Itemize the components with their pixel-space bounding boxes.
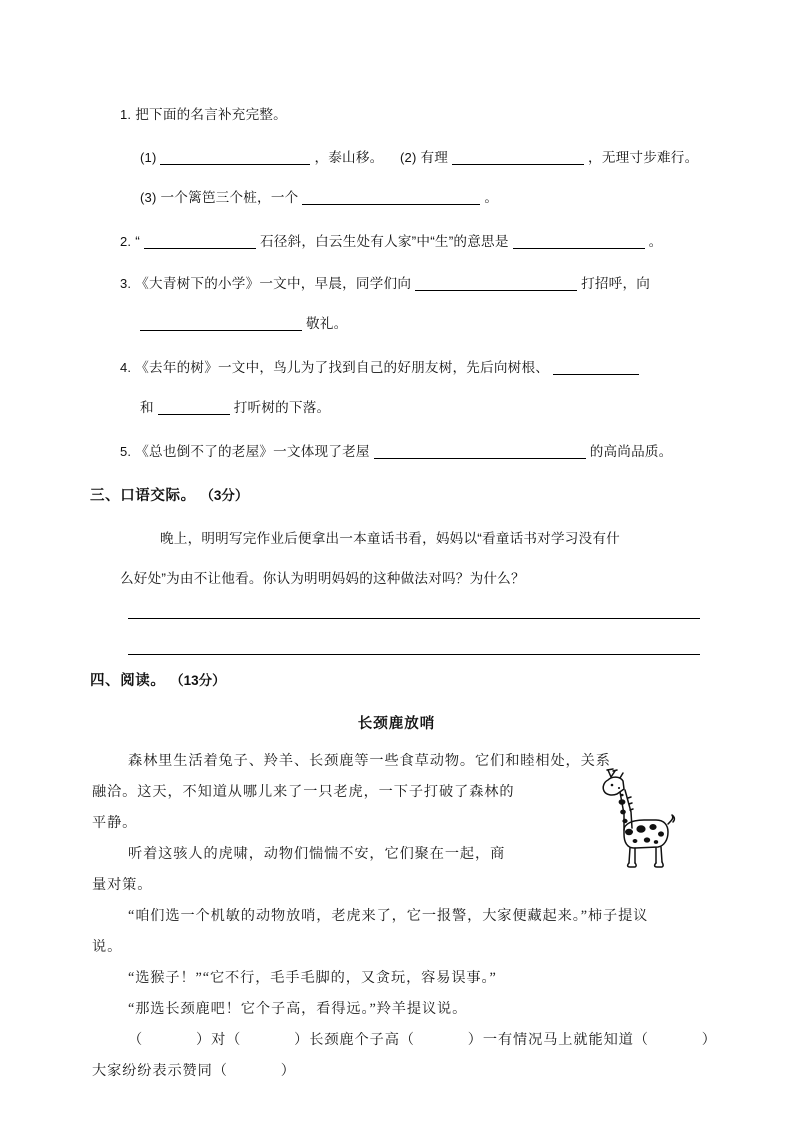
question-2-number: 2.: [120, 234, 132, 249]
question-5-number: 5.: [120, 444, 132, 459]
question-4-text-2: 和: [140, 400, 154, 415]
section-three-heading: [90, 484, 248, 505]
question-3-number: 3.: [120, 276, 132, 291]
ordering-paren-2[interactable]: ）对（: [196, 1032, 242, 1048]
question-5: [120, 440, 672, 460]
passage-line: 平静。: [92, 815, 138, 831]
question-3-text-2: 打招呼，向: [581, 276, 651, 291]
question-1-item-1: [140, 146, 383, 166]
question-4-number: 4.: [120, 360, 132, 375]
question-1-instruction-text: 把下面的名言补充完整。: [135, 107, 287, 122]
answer-blank-1-1[interactable]: [160, 151, 310, 165]
answer-blank-2-1[interactable]: [144, 235, 256, 249]
ordering-paren-5[interactable]: ）: [701, 1032, 717, 1048]
ordering-paren-1[interactable]: （: [128, 1032, 144, 1048]
answer-blank-4-1[interactable]: [553, 361, 639, 375]
item-3-label: (3): [140, 190, 157, 205]
passage-line: 说。: [92, 939, 123, 955]
section-four-title: 四、阅读。: [90, 673, 166, 689]
item-3-after: 。: [484, 190, 499, 205]
item-2-after: ，无理寸步难行。: [588, 150, 699, 165]
answer-blank-1-3[interactable]: [302, 191, 480, 205]
question-3-text-1: 《大青树下的小学》一文中，早晨，同学们向: [135, 276, 412, 291]
passage-ordering-row: [128, 1029, 717, 1049]
question-1-item-3: [140, 186, 498, 206]
section-three-prompt-line-2: [120, 567, 525, 587]
passage-title: 长颈鹿放哨: [357, 716, 436, 732]
answer-blank-4-2[interactable]: [158, 401, 230, 415]
passage-line: 听着这骇人的虎啸，动物们惴惴不安，它们聚在一起，商: [128, 846, 506, 862]
question-1-instruction: [120, 103, 287, 123]
item-2-label: (2): [400, 150, 417, 165]
answer-blank-3-2[interactable]: [140, 317, 302, 331]
answer-blank-2-2[interactable]: [513, 235, 645, 249]
passage-line: “选猴子！”“它不行，毛手毛脚的，又贪玩，容易误事。”: [128, 970, 497, 986]
question-2-open-quote: “: [135, 234, 140, 249]
passage-line: 森林里生活着兔子、羚羊、长颈鹿等一些食草动物。它们和睦相处，关系: [128, 753, 611, 769]
giraffe-icon: [598, 762, 678, 874]
item-2-before: 有理: [420, 150, 449, 165]
ordering-paren-3[interactable]: ）长颈鹿个子高（: [294, 1032, 415, 1048]
section-three-points: （3分）: [200, 488, 249, 503]
answer-blank-3-1[interactable]: [415, 277, 577, 291]
question-4-line-1: [120, 356, 639, 376]
section-three-prompt-line-1: [160, 527, 620, 547]
ordering-2-text: 大家纷纷表示赞同（: [92, 1063, 228, 1079]
question-2-period: 。: [648, 234, 663, 249]
question-2-text: 石径斜，白云生处有人家”中“生”的意思是: [259, 234, 509, 249]
section-three-title: 三、口语交际。: [90, 488, 196, 504]
question-1-item-2: [400, 146, 698, 166]
answer-rule-line-1[interactable]: [128, 618, 700, 619]
item-1-after: ，泰山移。: [314, 150, 384, 165]
question-4-line-2: [140, 396, 330, 416]
passage-ordering-row-2: [92, 1060, 296, 1080]
question-3-line-2: [140, 312, 347, 332]
passage-line: 量对策。: [92, 877, 153, 893]
question-2: [120, 230, 662, 250]
prompt-text-2: 么好处”为由不让他看。你认为明明妈妈的这种做法对吗？为什么？: [120, 571, 525, 586]
item-3-before: 一个篱笆三个桩，一个: [160, 190, 299, 205]
question-5-text-2: 的高尚品质。: [589, 444, 673, 459]
question-4-text-3: 打听树的下落。: [233, 400, 331, 415]
giraffe-spots: [618, 787, 664, 844]
passage-line: “那选长颈鹿吧！它个子高，看得远。”羚羊提议说。: [128, 1001, 468, 1017]
section-four-points: （13分）: [170, 673, 226, 688]
question-1-number: 1.: [120, 107, 132, 122]
ordering-2-paren[interactable]: ）: [280, 1063, 296, 1079]
answer-blank-1-2[interactable]: [452, 151, 584, 165]
question-4-text-1: 《去年的树》一文中，鸟儿为了找到自己的好朋友树，先后向树根、: [135, 360, 550, 375]
question-3-text-3: 敬礼。: [305, 316, 348, 331]
answer-blank-5-1[interactable]: [374, 445, 586, 459]
item-1-label: (1): [140, 150, 157, 165]
prompt-text-1: 晚上，明明写完作业后便拿出一本童话书看，妈妈以“看童话书对学习没有什: [160, 531, 620, 546]
passage-line: 融洽。这天，不知道从哪儿来了一只老虎，一下子打破了森林的: [92, 784, 515, 800]
section-four-heading: [90, 669, 226, 690]
ordering-paren-4[interactable]: ）一有情况马上就能知道（: [467, 1032, 649, 1048]
question-3-line-1: [120, 272, 650, 292]
passage-line: “咱们选一个机敏的动物放哨，老虎来了，它一报警，大家便藏起来。”柿子提议: [128, 908, 649, 924]
answer-rule-line-2[interactable]: [128, 654, 700, 655]
question-5-text-1: 《总也倒不了的老屋》一文体现了老屋: [135, 444, 370, 459]
